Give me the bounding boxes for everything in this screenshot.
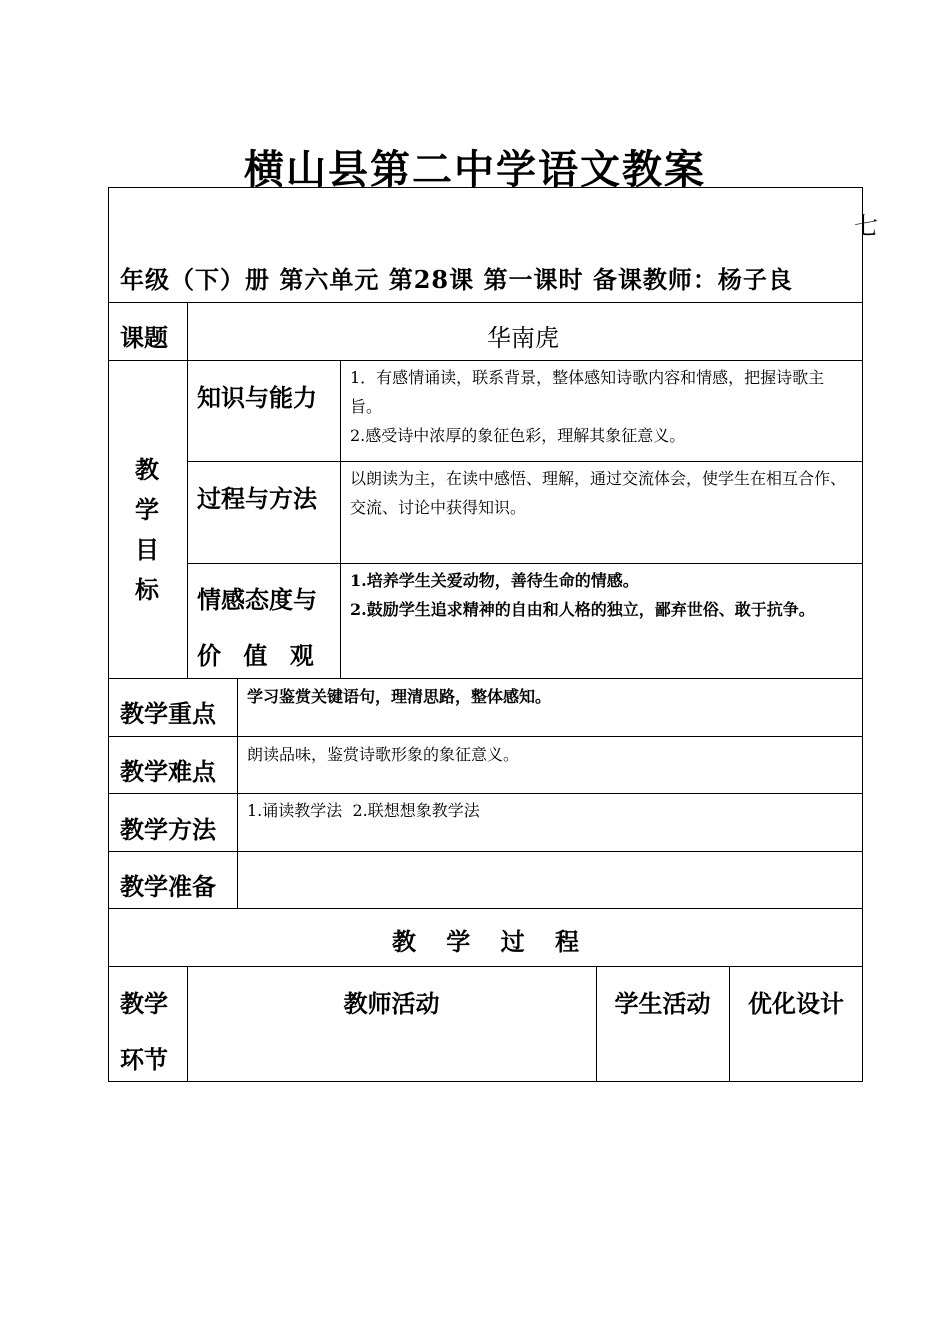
row-divider xyxy=(108,678,863,679)
key-points-label: 教学重点 xyxy=(120,699,216,728)
row-divider xyxy=(187,563,863,564)
topic-label: 课题 xyxy=(120,323,168,352)
col-student-activity: 学生活动 xyxy=(614,989,711,1018)
row-divider xyxy=(108,360,863,361)
column-divider xyxy=(340,360,341,678)
col-stage-label-1: 教学 xyxy=(120,989,168,1018)
process-section-title: 教 学 过 程 xyxy=(391,927,580,956)
methods-value: 1.诵读教学法 2.联想想象教学法 xyxy=(247,801,480,820)
col-teacher-activity: 教师活动 xyxy=(343,989,440,1018)
row-divider xyxy=(108,793,863,794)
lesson-info-line: 年级（下）册 第六单元 第28课 第一课时 备课教师：杨子良 xyxy=(120,265,793,294)
row-divider xyxy=(108,851,863,852)
objectives-label-char: 目 xyxy=(135,535,159,564)
objectives-label-char: 教 xyxy=(135,455,159,484)
methods-label: 教学方法 xyxy=(120,815,216,844)
emotion-text-1: 1.培养学生关爱动物，善待生命的情感。 xyxy=(350,571,639,590)
column-divider xyxy=(187,302,188,678)
difficulties-value: 朗读品味，鉴赏诗歌形象的象征意义。 xyxy=(247,745,520,764)
objectives-label-char: 学 xyxy=(135,495,159,524)
grade-number: 七 xyxy=(854,212,878,240)
preparation-label: 教学准备 xyxy=(120,872,216,901)
document-title: 横山县第二中学语文教案 xyxy=(244,146,706,193)
knowledge-label: 知识与能力 xyxy=(197,383,317,412)
col-stage-label-2: 环节 xyxy=(120,1045,168,1074)
process-text: 以朗读为主，在读中感悟、理解，通过交流体会，使学生在相互合作、交流、讨论中获得知识。 xyxy=(350,469,847,517)
key-points-value: 学习鉴赏关键语句，理清思路，整体感知。 xyxy=(247,687,552,706)
knowledge-text-2: 2.感受诗中浓厚的象征色彩，理解其象征意义。 xyxy=(350,426,686,445)
row-divider xyxy=(108,908,863,909)
knowledge-text-1: 1．有感情诵读，联系背景，整体感知诗歌内容和情感，把握诗歌主旨。 xyxy=(350,368,825,416)
column-divider xyxy=(237,678,238,908)
row-divider xyxy=(108,966,863,967)
difficulties-label: 教学难点 xyxy=(120,757,216,786)
row-divider xyxy=(108,302,863,303)
objectives-label-char: 标 xyxy=(135,575,159,604)
topic-value: 华南虎 xyxy=(487,324,559,352)
emotion-text-2: 2.鼓励学生追求精神的自由和人格的独立，鄙弃世俗、敢于抗争。 xyxy=(350,600,815,619)
row-divider xyxy=(187,461,863,462)
emotion-label: 情感态度与 xyxy=(197,585,317,614)
row-divider xyxy=(108,736,863,737)
col-optimized-design: 优化设计 xyxy=(748,989,844,1018)
emotion-label-values: 价 值 观 xyxy=(197,641,314,670)
process-label: 过程与方法 xyxy=(197,484,317,513)
